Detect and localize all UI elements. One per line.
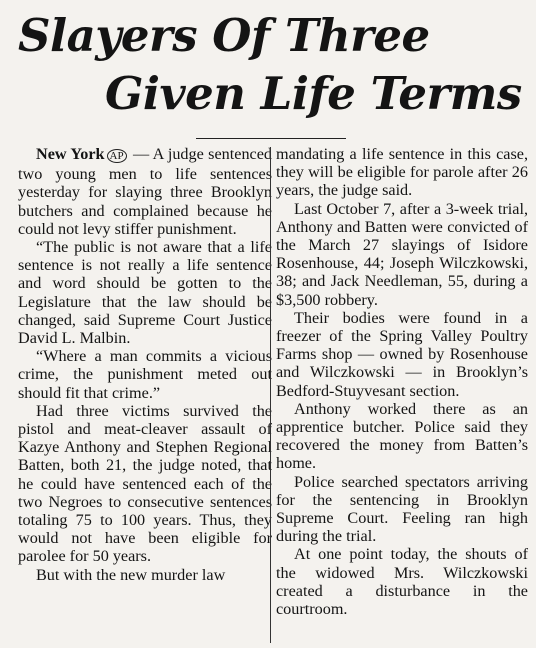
ap-wire-icon: AP <box>107 149 127 163</box>
column-divider <box>270 147 271 643</box>
paragraph: Had three victims survived the pistol and meat-cleaver assault of Kazye Anthony and Stephen Regional Batten, both 21, the judge noted, that he could have sentenced each of the two Negroes to consecutive sentences totaling 75 to 100 years. Thus, they would not have been eligible for parolee for 50 years. <box>18 401 272 566</box>
paragraph: But with the new murder law <box>36 565 226 584</box>
paragraph: Last October 7, after a 3-week trial, Anthony and Batten were convicted of the March 27 slayings of Isidore Rosenhouse, 44; Joseph Wilczkowski, 38; and Jack Needleman, 55, during a $3,500 robbery. <box>276 199 528 309</box>
article-column-right <box>276 145 528 618</box>
lead-paragraph <box>18 145 272 238</box>
headline-rule <box>196 138 346 139</box>
paragraph-text: — A judge sentenced two young men to life sentences yesterday for slaying three Brooklyn butchers and complained because he could not levy stiffer punishment. <box>18 145 273 238</box>
paragraph: Anthony worked there as an apprentice butcher. Police said they recovered the money from Batten’s home. <box>276 399 528 473</box>
headline-line-2: Given Life Terms <box>105 67 522 120</box>
paragraph: “Where a man commits a vicious crime, the punishment meted out should fit that crime.” <box>18 347 272 402</box>
article-column-left <box>18 145 272 584</box>
paragraph: At one point today, the shouts of the widowed Mrs. Wilczkowski created a disturbance in the courtroom. <box>276 545 528 619</box>
dateline: New York <box>36 145 105 163</box>
headline-line-1: Slayers Of Three <box>18 9 430 62</box>
paragraph: Their bodies were found in a freezer of the Spring Valley Poultry Farms shop — owned by Rosenhouse and Wilczkowski — in Brooklyn’s Bedford-Stuyvesant section. <box>276 308 528 400</box>
paragraph-continued: mandating a life sentence in this case, they will be eligible for parole after 26 years, the judge said. <box>276 145 528 200</box>
paragraph: Police searched spectators arriving for the sentencing in Brooklyn Supreme Court. Feeling ran high during the trial. <box>276 472 528 546</box>
paragraph: “The public is not aware that a life sentence is not really a life sentence and word should be gotten to the Legislature that the law should be changed, said Supreme Court Justice David L. Malbin. <box>18 238 272 348</box>
